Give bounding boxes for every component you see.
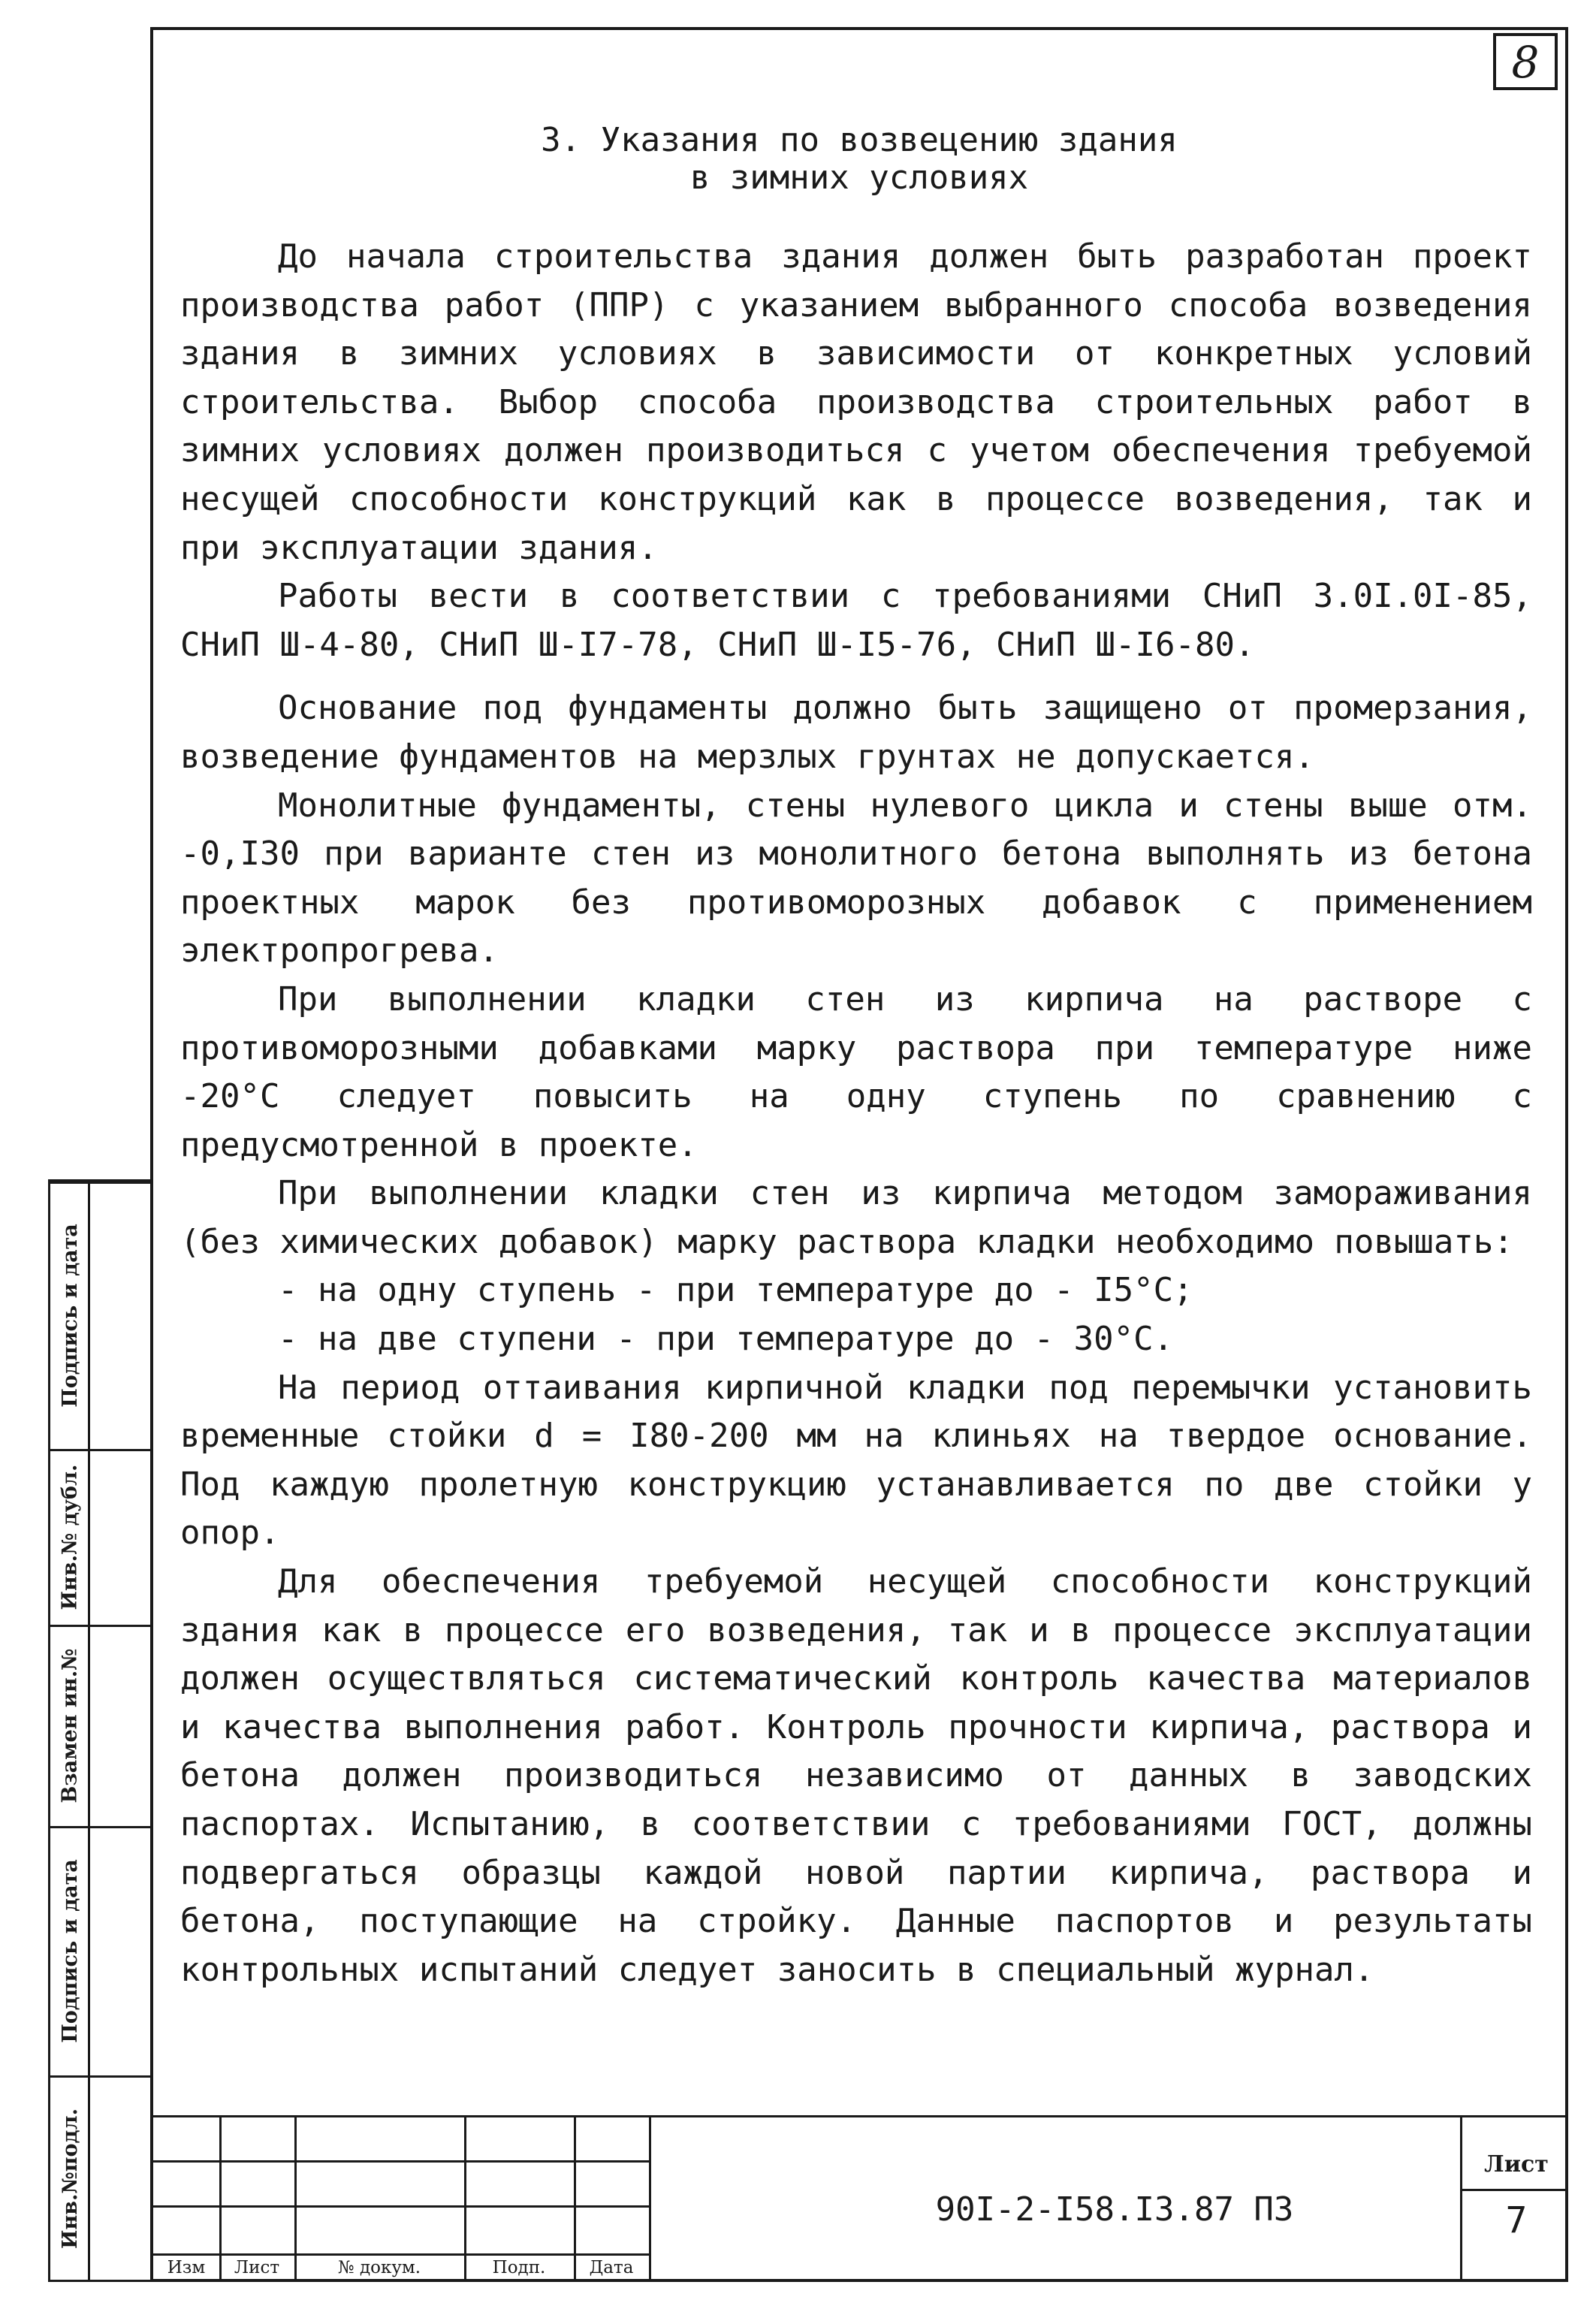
sheet-number: 7: [1505, 2199, 1528, 2241]
side-label-signature-date-2: Подпись и дата: [58, 1858, 82, 2043]
sheet-mark: 8: [1493, 33, 1558, 90]
col-head-list: Лист: [234, 2258, 280, 2277]
title-block-col-line: [649, 2115, 651, 2282]
side-label-dup-inventory: Инв.№ дубл.: [58, 1464, 82, 1610]
document-code: 90I-2-I58.I3.87 ПЗ: [935, 2190, 1294, 2229]
title-block-col-line: [1460, 2115, 1462, 2282]
col-head-date: Дата: [589, 2258, 634, 2277]
body-text: [180, 233, 1532, 1994]
title-block: [153, 2115, 1568, 2282]
title-line-2: в зимних условиях: [689, 158, 1029, 197]
side-label-replacement: Взамен ин.№: [58, 1648, 82, 1803]
paragraph-2: Работы вести в соответствии с требованиями СНиП 3.0I.0I-85, СНиП Ш-4-80, СНиП Ш-I7-78, СНиП Ш-I5-76, СНиП Ш-I6-80.: [180, 577, 1532, 664]
title-block-sheet-line: [1460, 2189, 1568, 2191]
list-item-1: - на одну ступень - при температуре до - I5°С;: [278, 1271, 1193, 1310]
paragraph-8: Для обеспечения требуемой несущей способности конструкций здания как в процессе его возведения, так и в процессе эксплуатации должен осуществляться систематический контроль качества материалов и качества выполнения работ. Контроль прочности кирпича, раствора и бетона должен производиться независимо от данных в заводских паспортах. Испытанию, в соответствии с требованиями ГОСТ, должны подвергаться образцы каждой новой партии кирпича, раствора и бетона, поступающие на стройку. Данные паспортов и результаты контрольных испытаний следует заносить в специальный журнал.: [180, 1562, 1532, 1989]
side-label-original-inventory: Инв.№подл.: [58, 2108, 82, 2249]
side-stamp: [48, 1179, 153, 2282]
side-stamp-divider: [88, 1182, 90, 2280]
paragraph-1: До начала строительства здания должен быть разработан проект производства работ (ППР) с указанием выбранного способа возведения здания в зимних условиях в зависимости от конкретных условий строительства. Выбор способа производства строительных работ в зимних условиях должен производиться с учетом обеспечения требуемой несущей способности конструкций как в процессе возведения, так и при эксплуатации здания.: [180, 237, 1532, 567]
paragraph-7: На период оттаивания кирпичной кладки под перемычки установить временные стойки d = I80-200 мм на клиньях на твердое основание. Под каждую пролетную конструкцию устанавливается по две стойки у опор.: [180, 1368, 1532, 1553]
title-line-1: 3. Указания по возвецению здания: [541, 121, 1178, 159]
side-label-signature-date: Подпись и дата: [58, 1223, 82, 1408]
list-item-2: - на две ступени - при температуре до - 30°С.: [278, 1320, 1174, 1359]
title-block-top-line: [153, 2115, 1568, 2117]
col-head-doc: № докум.: [337, 2258, 421, 2277]
sheet-label: Лист: [1484, 2151, 1549, 2178]
col-head-sign: Подп.: [492, 2258, 546, 2277]
paragraph-3: Основание под фундаменты должно быть защищено от промерзания, возведение фундаментов на мерзлых грунтах не допускается.: [180, 689, 1532, 776]
paragraph-4: Монолитные фундаменты, стены нулевого цикла и стены выше отм. -0,I30 при варианте стен из монолитного бетона выполнять из бетона проектных марок без противоморозных добавок с применением электропрогрева.: [180, 786, 1532, 970]
paragraph-5: При выполнении кладки стен из кирпича на растворе с противоморозными добавками марку раствора при температуре ниже -20°С следует повысить на одну ступень по сравнению с предусмотренной в проекте.: [180, 979, 1532, 1164]
paragraph-6: При выполнении кладки стен из кирпича методом замораживания (без химических добавок) марку раствора кладки необходимо повышать:: [180, 1174, 1532, 1261]
col-head-izm: Изм: [167, 2258, 206, 2277]
